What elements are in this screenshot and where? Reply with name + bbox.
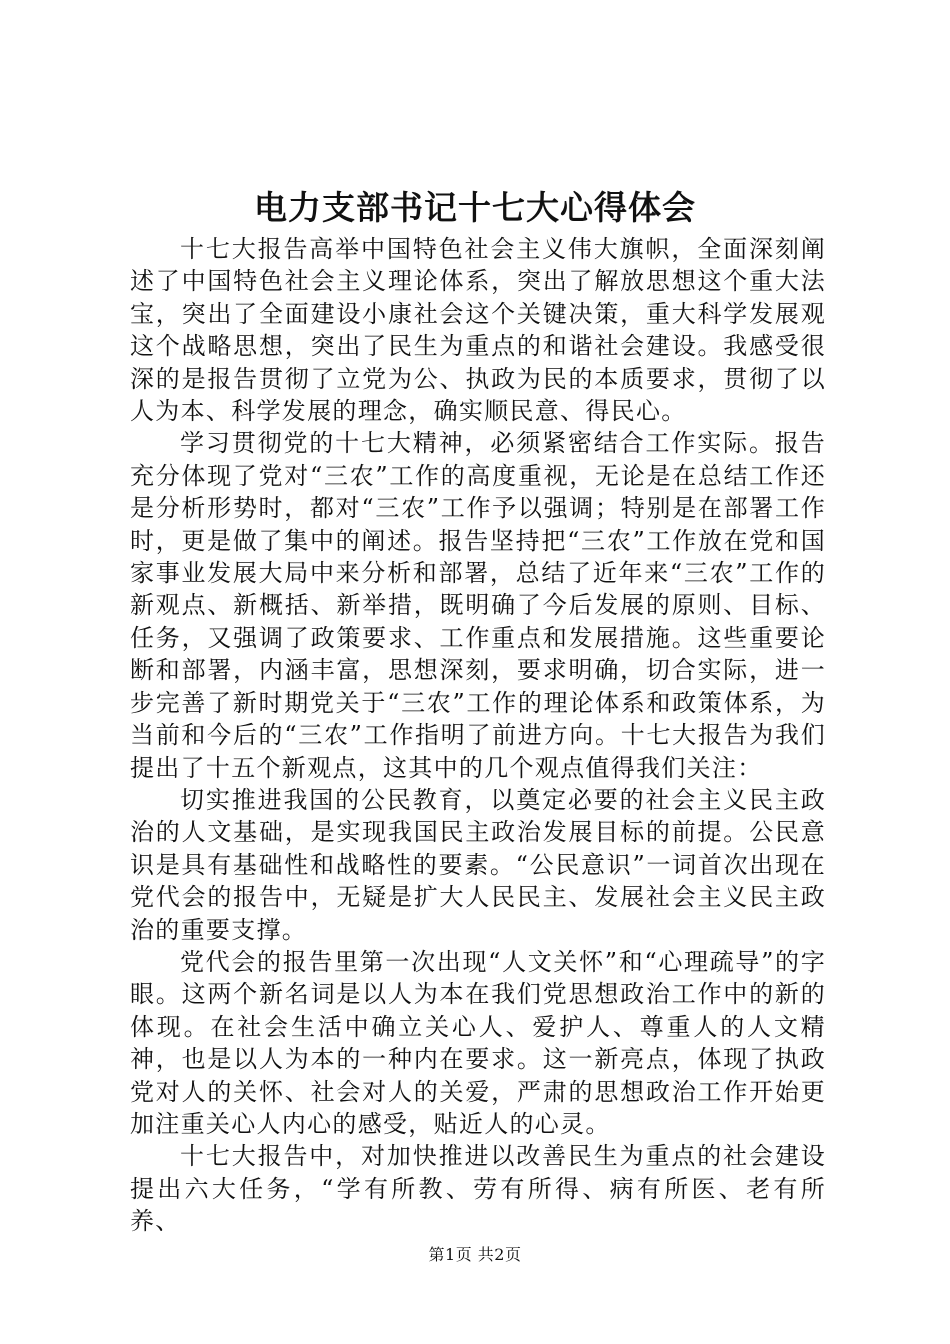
body-paragraph-5: 十七大报告中，对加快推进以改善民生为重点的社会建设提出六大任务，“学有所教、劳有所得、病有所医、老有所养、 (130, 1142, 826, 1236)
document-title: 电力支部书记十七大心得体会 (254, 188, 696, 227)
body-paragraph-3: 切实推进我国的公民教育，以奠定必要的社会主义民主政治的人文基础，是实现我国民主政治发展目标的前提。公民意识是具有基础性和战略性的要素。“公民意识”一词首次出现在党代会的报告中，无疑是扩大人民民主、发展社会主义民主政治的重要支撑。 (130, 785, 826, 944)
body-paragraph-1: 十七大报告高举中国特色社会主义伟大旗帜，全面深刻阐述了中国特色社会主义理论体系，突出了解放思想这个重大法宝，突出了全面建设小康社会这个关键决策，重大科学发展观这个战略思想，突出了民生为重点的和谐社会建设。我感受很深的是报告贯彻了立党为公、执政为民的本质要求，贯彻了以人为本、科学发展的理念，确实顺民意、得民心。 (130, 235, 826, 426)
page-number-footer: 第1页 共2页 (428, 1245, 522, 1264)
body-paragraph-4: 党代会的报告里第一次出现“人文关怀”和“心理疏导”的字眼。这两个新名词是以人为本在我们党思想政治工作中的新的体现。在社会生活中确立关心人、爱护人、尊重人的人文精神，也是以人为本的一种内在要求。这一新亮点，体现了执政党对人的关怀、社会对人的关爱，严肃的思想政治工作开始更加注重关心人内心的感受，贴近人的心灵。 (130, 947, 826, 1138)
body-paragraph-2: 学习贯彻党的十七大精神，必须紧密结合工作实际。报告充分体现了党对“三农”工作的高度重视，无论是在总结工作还是分析形势时，都对“三农”工作予以强调；特别是在部署工作时，更是做了集中的阐述。报告坚持把“三农”工作放在党和国家事业发展大局中来分析和部署，总结了近年来“三农”工作的新观点、新概括、新举措，既明确了今后发展的原则、目标、任务，又强调了政策要求、工作重点和发展措施。这些重要论断和部署，内涵丰富，思想深刻，要求明确，切合实际，进一步完善了新时期党关于“三农”工作的理论体系和政策体系，为当前和今后的“三农”工作指明了前进方向。十七大报告为我们提出了十五个新观点，这其中的几个观点值得我们关注： (130, 429, 826, 782)
document-body (130, 233, 826, 1238)
